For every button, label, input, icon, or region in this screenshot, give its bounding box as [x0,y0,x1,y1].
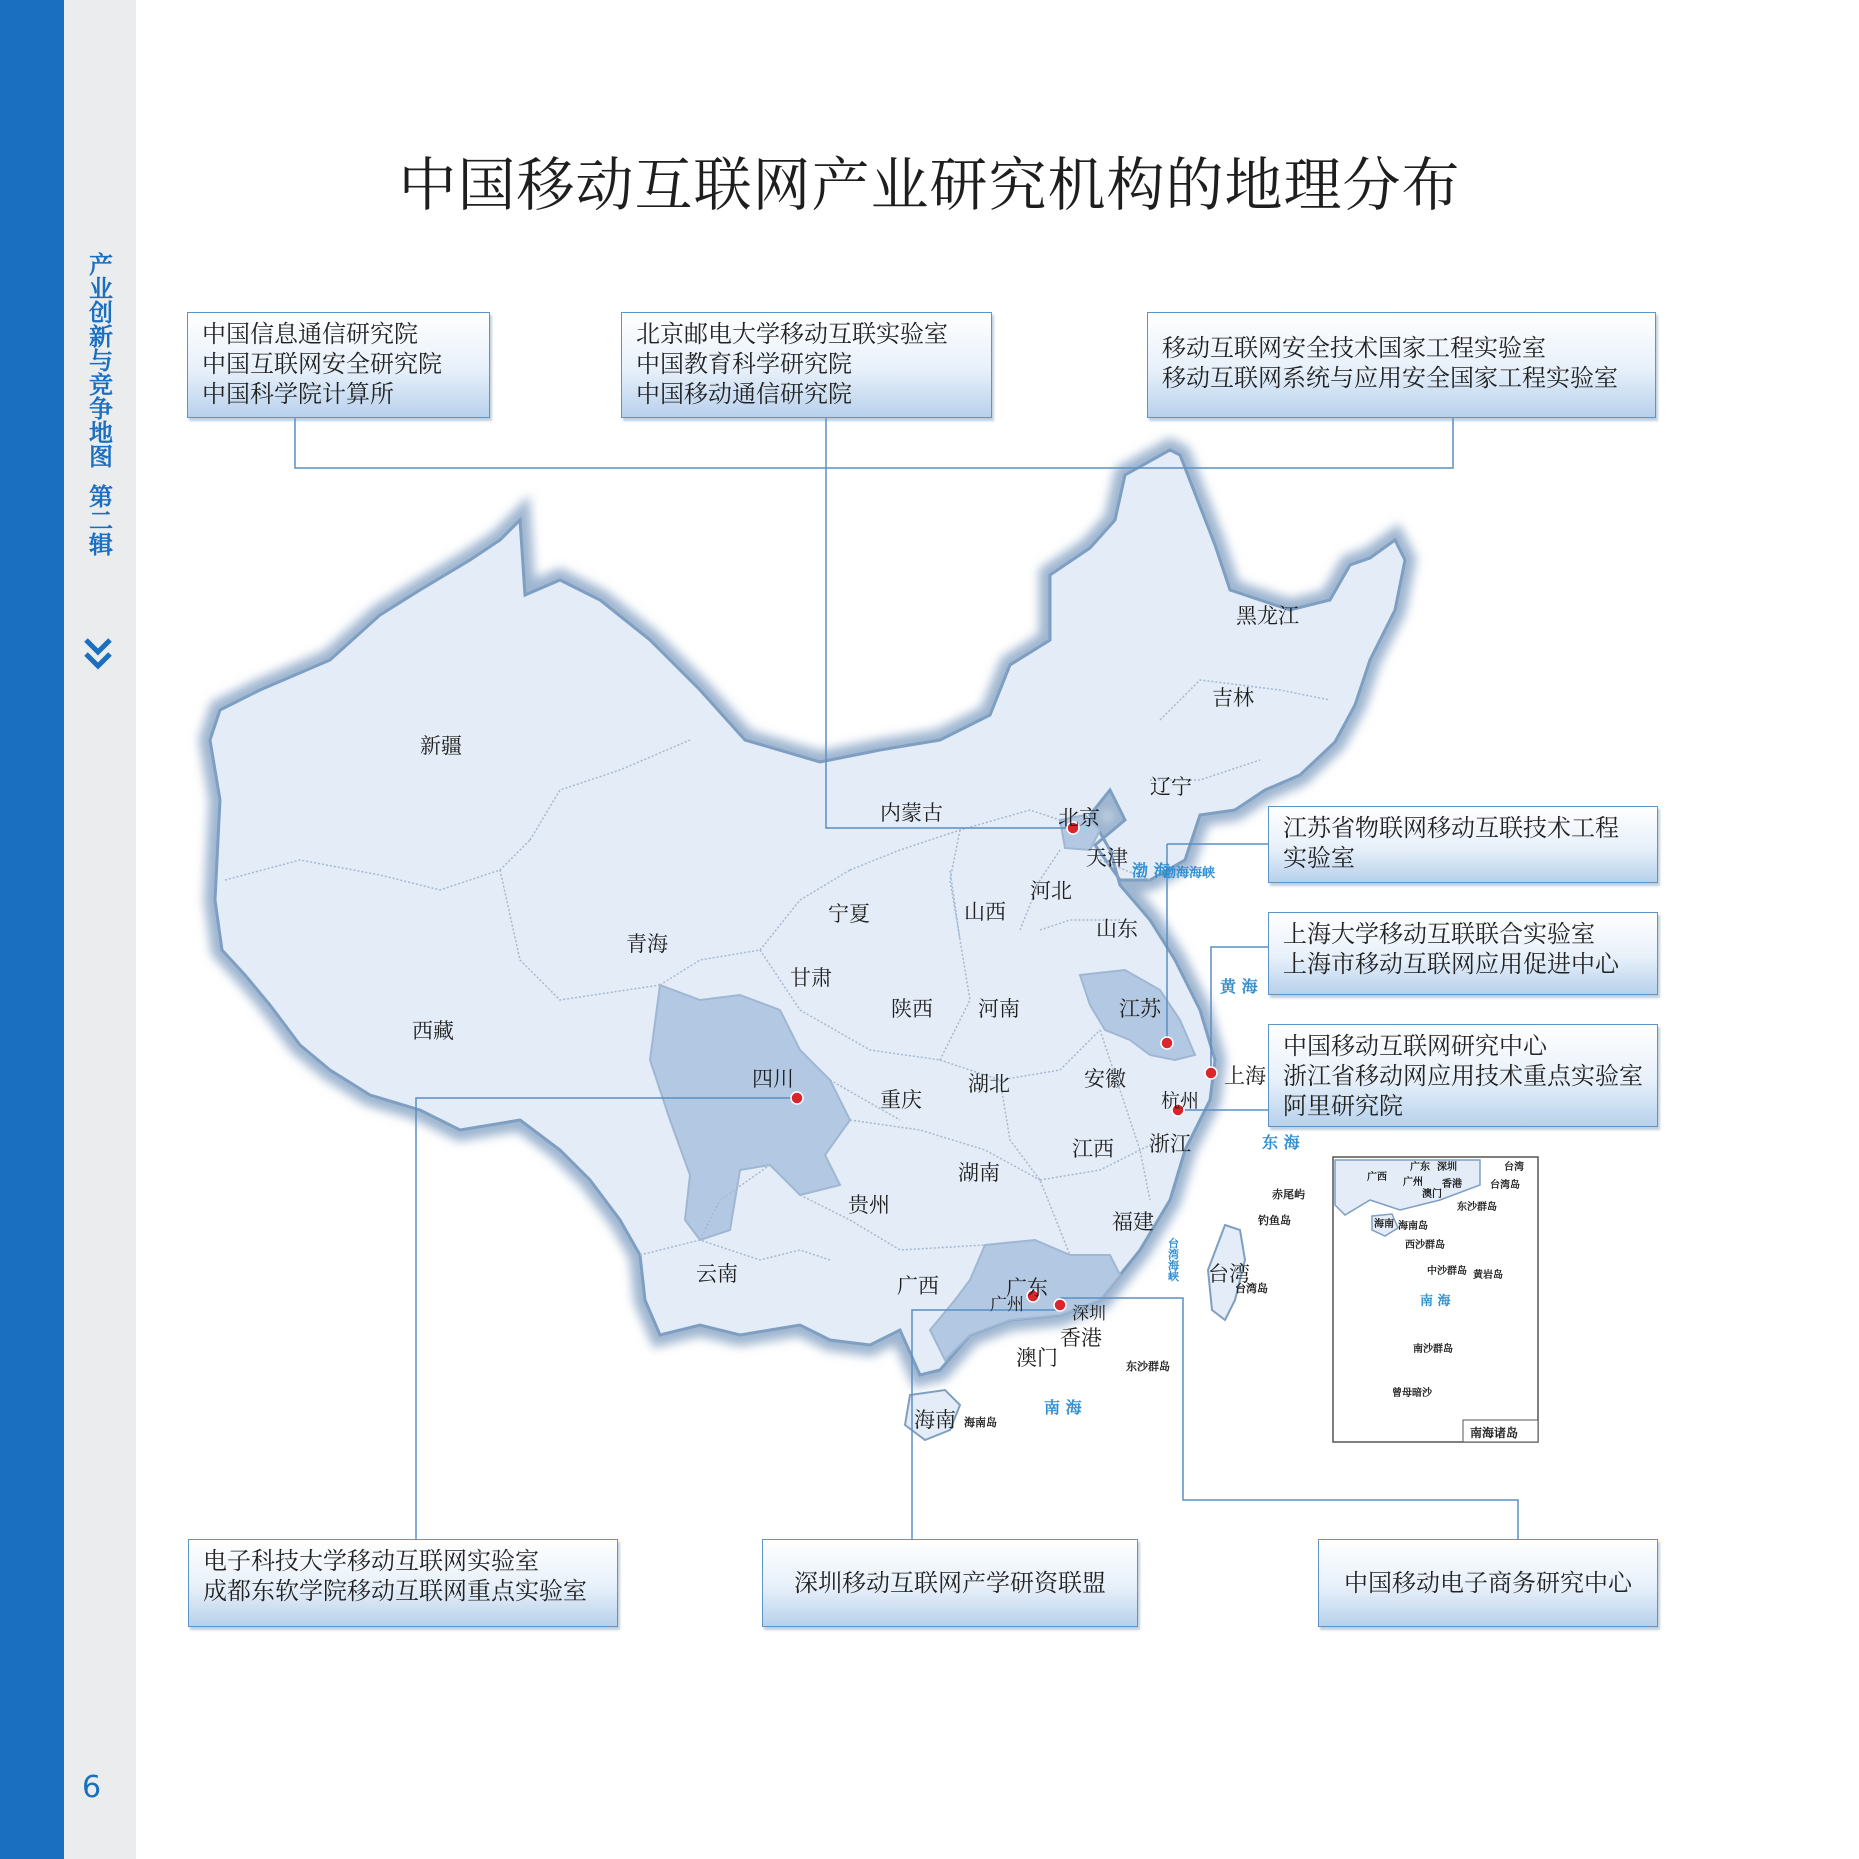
inset-zhongsha: 中沙群岛 [1427,1266,1467,1277]
label-hebei: 河北 [1030,879,1072,903]
inset-huangyan: 黄岩岛 [1473,1270,1503,1281]
label-shenzhen: 深圳 [1072,1304,1106,1324]
institution-name: 成都东软学院移动互联网重点实验室 [203,1577,587,1605]
inset-xianggang: 香港 [1442,1179,1462,1190]
label-fujian: 福建 [1112,1210,1154,1234]
institution-name: 上海市移动互联网应用促进中心 [1283,950,1619,978]
page-number: 6 [82,1770,102,1805]
inset-nansha: 南沙群岛 [1413,1344,1453,1355]
institution-name: 中国互联网安全研究院 [202,350,442,378]
institution-box-jiangsu [1268,806,1658,883]
label-xizang: 西藏 [412,1019,454,1043]
marker-shanghai [1205,1067,1217,1079]
label-diaoyu: 钓鱼岛 [1258,1214,1291,1227]
institution-name: 中国信息通信研究院 [202,320,418,348]
label-chongqing: 重庆 [880,1088,922,1112]
institution-box-national-labs [1147,312,1656,418]
institution-box-beijing-b [621,312,992,418]
label-nanhai: 南 海 [1044,1398,1082,1417]
label-henan: 河南 [978,997,1020,1021]
label-dongsha: 东沙群岛 [1126,1360,1170,1373]
label-shandong: 山东 [1096,917,1138,941]
label-aomen: 澳门 [1016,1346,1058,1370]
institution-box-shenzhen [762,1539,1138,1627]
institution-name: 上海大学移动互联联合实验室 [1283,920,1595,948]
inset-zengmu: 曾母暗沙 [1392,1388,1432,1399]
institution-box-hangzhou [1268,1024,1658,1127]
label-hunan: 湖南 [958,1161,1000,1185]
series-name: 产业创新与竞争地图 [84,252,113,468]
institution-box-shanghai [1268,912,1658,995]
label-ningxia: 宁夏 [828,902,870,926]
inset-aomen: 澳门 [1422,1189,1442,1200]
label-heilongjiang: 黑龙江 [1236,604,1299,628]
volume-label: 第二辑 [84,484,113,556]
label-sichuan: 四川 [752,1067,794,1091]
label-bohai: 渤 海 [1132,861,1170,880]
label-jilin: 吉林 [1212,686,1254,710]
institution-name: 中国移动电子商务研究中心 [1344,1569,1632,1597]
label-gansu: 甘肃 [790,966,832,990]
label-hangzhou: 杭州 [1161,1090,1200,1112]
marker-shenzhen [1054,1299,1066,1311]
label-guizhou: 贵州 [848,1193,890,1217]
institution-box-sichuan [188,1539,618,1627]
inset-shenzhen: 深圳 [1437,1162,1457,1173]
label-taiwan-island: 台湾岛 [1235,1282,1268,1295]
label-beijing: 北京 [1058,806,1100,830]
inset-guangxi: 广西 [1367,1172,1387,1183]
institution-name: 深圳移动互联网产学研资联盟 [794,1569,1106,1597]
inset-caption: 南海诸岛 [1470,1426,1519,1440]
inset-nanhai: 南 海 [1420,1294,1451,1309]
institution-name: 中国科学院计算所 [202,380,394,408]
label-jiangxi: 江西 [1072,1137,1114,1161]
label-xianggang: 香港 [1060,1326,1102,1350]
inset-hainan-island: 海南岛 [1398,1221,1428,1232]
label-shanghai: 上海 [1224,1064,1266,1088]
label-yunnan: 云南 [696,1262,738,1286]
institution-name: 阿里研究院 [1283,1092,1403,1120]
marker-sichuan [791,1092,803,1104]
label-guangzhou: 广州 [990,1295,1024,1315]
institution-box-guangzhou [1318,1539,1658,1627]
label-chiwei: 赤尾屿 [1272,1188,1305,1201]
label-taiwan-strait: 台 湾 海 峡 [1168,1237,1179,1283]
inset-guangzhou: 广州 [1403,1177,1423,1188]
inset-taiwan: 台湾 [1504,1162,1524,1173]
label-hainan-island: 海南岛 [964,1416,997,1429]
institution-name: 浙江省移动网应用技术重点实验室 [1283,1062,1643,1090]
label-hubei: 湖北 [968,1072,1010,1096]
label-tianjin: 天津 [1086,846,1128,870]
label-huanghai: 黄 海 [1220,977,1258,996]
label-bohai-strait: 渤海海峡 [1163,866,1216,881]
institution-name: 中国移动互联网研究中心 [1283,1032,1547,1060]
label-liaoning: 辽宁 [1150,775,1192,799]
page-title: 中国移动互联网产业研究机构的地理分布 [398,151,1461,219]
label-guangxi: 广西 [897,1274,939,1298]
institution-name: 中国移动通信研究院 [636,380,852,408]
institution-name: 电子科技大学移动互联网实验室 [203,1547,539,1575]
institution-name: 移动互联网系统与应用安全国家工程实验室 [1162,364,1618,392]
label-guangdong: 广东 [1006,1276,1048,1300]
marker-jiangsu [1161,1037,1173,1049]
institution-name: 移动互联网安全技术国家工程实验室 [1162,334,1546,362]
label-neimenggu: 内蒙古 [880,801,943,825]
institution-name: 江苏省物联网移动互联技术工程 [1283,814,1619,842]
label-qinghai: 青海 [626,932,668,956]
institution-name: 实验室 [1283,844,1355,872]
inset-guangdong: 广东 [1410,1162,1430,1173]
inset-xisha: 西沙群岛 [1405,1240,1445,1251]
label-shaanxi: 陕西 [891,997,933,1021]
label-xinjiang: 新疆 [420,734,462,758]
institution-name: 中国教育科学研究院 [636,350,852,378]
label-jiangsu: 江苏 [1119,997,1161,1021]
label-hainan: 海南 [914,1408,956,1432]
inset-hainan: 海南 [1374,1219,1394,1230]
label-anhui: 安徽 [1084,1067,1126,1091]
label-taiwan: 台湾 [1208,1262,1250,1286]
inset-dongsha: 东沙群岛 [1457,1202,1497,1213]
label-donghai: 东 海 [1262,1133,1300,1152]
label-zhejiang: 浙江 [1149,1132,1191,1156]
institution-box-beijing-a [187,312,490,418]
institution-name: 北京邮电大学移动互联实验室 [636,320,948,348]
label-shanxi: 山西 [964,900,1006,924]
inset-taiwan-island: 台湾岛 [1490,1180,1520,1191]
